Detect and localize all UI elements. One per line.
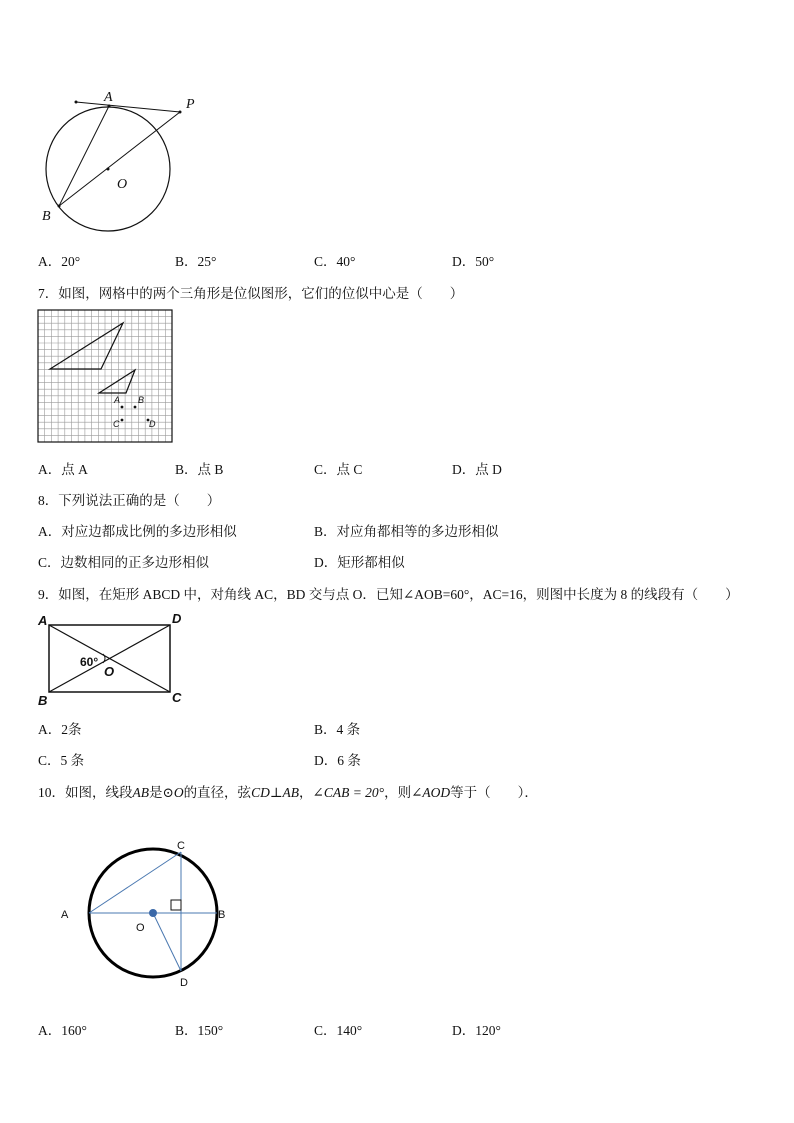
q10-right-angle-mark — [171, 900, 181, 910]
q10-option-b[interactable]: B．150° — [175, 1023, 224, 1038]
q6-option-a[interactable]: A．20° — [38, 254, 81, 269]
q9-label-angle: 60° — [80, 655, 99, 669]
q6-label-B: B — [42, 209, 51, 224]
q10-stem-post: 等于（ ）． — [450, 785, 538, 800]
q10-stem-pre: 10．如图，线段 — [38, 785, 133, 800]
q10-stem-aod: ∠AOD — [411, 785, 451, 800]
q7-option-c[interactable]: C．点 C — [314, 462, 363, 477]
q9-label-O: O — [104, 664, 115, 679]
q7-label-D: D — [149, 419, 156, 429]
q9-label-C: C — [172, 690, 182, 705]
q10-stem-mid3: ，则 — [384, 785, 412, 800]
q8-option-c[interactable]: C．边数相同的正多边形相似 — [38, 555, 210, 570]
q10-label-C: C — [177, 840, 185, 852]
q6-label-A: A — [104, 90, 113, 105]
q7-stem: 7．如图，网格中的两个三角形是位似图形，它们的位似中心是（ ） — [38, 286, 464, 301]
q8-option-b[interactable]: B．对应角都相等的多边形相似 — [314, 524, 499, 539]
q10-label-B: B — [218, 909, 226, 921]
q9-label-D: D — [172, 611, 182, 626]
q10-label-D: D — [180, 977, 188, 989]
q10-stem-ab: AB — [132, 785, 149, 800]
q9-label-B: B — [38, 693, 48, 708]
q9-option-b[interactable]: B．4 条 — [314, 722, 361, 737]
q9-option-c[interactable]: C．5 条 — [38, 753, 85, 768]
q7-option-d[interactable]: D．点 D — [452, 462, 502, 477]
q10-stem-mid2: 的直径，弦 — [183, 785, 252, 800]
q9-option-a[interactable]: A．2条 — [38, 722, 82, 737]
q9-option-d[interactable]: D．6 条 — [314, 753, 361, 768]
q10-label-O: O — [136, 922, 145, 934]
q6-option-b[interactable]: B．25° — [175, 254, 217, 269]
q10-stem-mid1: 是⊙ — [149, 785, 174, 800]
q8-option-a[interactable]: A．对应边都成比例的多边形相似 — [38, 524, 237, 539]
q10-center-point — [149, 909, 157, 917]
q10-option-c[interactable]: C．140° — [314, 1023, 363, 1038]
q10-option-a[interactable]: A．160° — [38, 1023, 87, 1038]
q10-stem-o: O — [173, 785, 184, 800]
q10-segment-OD — [153, 913, 181, 971]
q7-label-B: B — [138, 395, 145, 405]
q9-label-A: A — [38, 613, 48, 628]
q10-stem-sep: ， — [299, 785, 313, 800]
q10-option-d[interactable]: D．120° — [452, 1023, 501, 1038]
q10-stem-cdab: CD⊥AB — [251, 785, 300, 800]
q7-option-a[interactable]: A．点 A — [38, 462, 88, 477]
q10-label-A: A — [61, 909, 69, 921]
q10-stem-angle: ∠CAB = 20° — [312, 785, 385, 800]
q6-option-c[interactable]: C．40° — [314, 254, 356, 269]
q6-option-d[interactable]: D．50° — [452, 254, 495, 269]
q7-label-A: A — [114, 395, 121, 405]
q6-label-P: P — [186, 97, 195, 112]
q7-option-b[interactable]: B．点 B — [175, 462, 224, 477]
q6-label-O: O — [117, 177, 128, 192]
q8-stem: 8．下列说法正确的是（ ） — [38, 493, 221, 508]
q8-option-d[interactable]: D．矩形都相似 — [314, 555, 405, 570]
q7-label-C: C — [113, 419, 120, 429]
q9-stem: 9．如图，在矩形 ABCD 中，对角线 AC，BD 交与点 O．已知∠AOB=60°，AC=16，则图中长度为 8 的线段有（ ） — [38, 587, 739, 602]
q10-segment-AC — [89, 852, 181, 913]
